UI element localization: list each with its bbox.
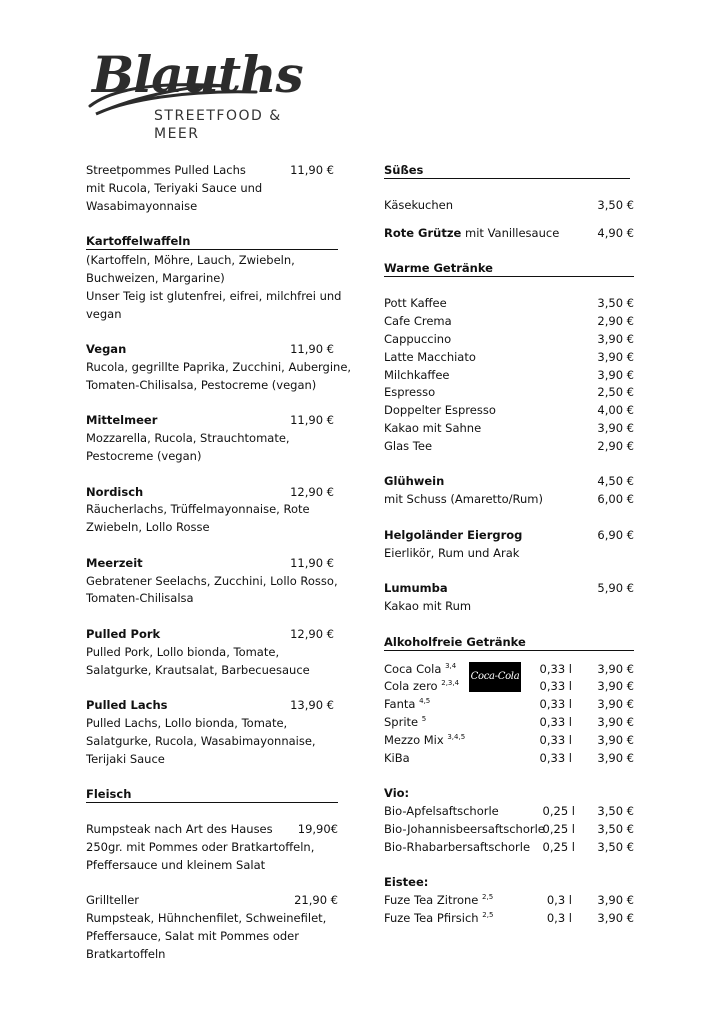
list-item: Sprite $^5$ 0,33 l 3,90 € (384, 714, 634, 729)
list-item: Milchkaffee 3,90 € (384, 367, 634, 382)
section-heading-suesses: Süßes (384, 162, 630, 179)
item-desc: Terijaki Sauce (86, 751, 165, 766)
item-desc: Gebratener Seelachs, Zucchini, Lollo Rosso, (86, 573, 338, 588)
item-title: Pulled Lachs (86, 698, 168, 713)
menu-item-pulled-lachs (86, 697, 338, 768)
list-item: Bio-Rhabarbersaftschorle 0,25 l 3,50 € (384, 839, 634, 854)
menu-item-lumumba (384, 580, 634, 616)
item-title: Pulled Pork (86, 626, 161, 641)
item-desc: mit Rucola, Teriyaki Sauce und (86, 180, 263, 195)
item-price: 11,90 € (290, 163, 334, 177)
item-desc: Pulled Lachs, Lollo bionda, Tomate, (86, 715, 288, 730)
item-price: 21,90 € (294, 893, 338, 908)
item-desc: Pulled Pork, Lollo bionda, Tomate, (86, 644, 280, 659)
eistee-list (384, 874, 634, 927)
list-item: Glas Tee 2,90 € (384, 438, 634, 453)
item-desc: mit Schuss (Amaretto/Rum) (384, 492, 543, 507)
item-name-rest: mit Vanillesauce (461, 225, 560, 240)
item-price: 3,50 € (597, 198, 634, 212)
list-item: Latte Macchiato 3,90 € (384, 349, 634, 364)
list-item: Fuze Tea Pfirsich $^{2,5}$ 0,3 l 3,90 € (384, 910, 634, 925)
item-desc: Wasabimayonnaise (86, 198, 198, 213)
item-name: Lumumba (384, 581, 448, 596)
section-desc: (Kartoffeln, Möhre, Lauch, Zwiebeln, (86, 253, 295, 268)
item-title: Vegan (86, 342, 127, 357)
item-desc: Rucola, gegrillte Paprika, Zucchini, Aubergine, (86, 359, 352, 374)
brand-subtitle: STREETFOOD & MEER (154, 108, 282, 142)
item-price: 5,90 € (597, 581, 634, 596)
item-desc: Eierlikör, Rum und Arak (384, 545, 520, 560)
softdrinks-list (384, 661, 634, 768)
list-item: Kakao mit Sahne 3,90 € (384, 420, 634, 435)
item-desc: Pestocreme (vegan) (86, 448, 202, 463)
menu-item-eiergrog (384, 527, 634, 563)
menu-item-gluehwein (384, 473, 634, 509)
item-name: Käsekuchen (384, 198, 454, 212)
list-item: Cola zero $^{2,3,4}$ 0,33 l 3,90 € (384, 679, 634, 694)
item-desc: Pfeffersauce und kleinem Salat (86, 857, 266, 872)
brand-logo (86, 40, 326, 142)
item-title: Mittelmeer (86, 413, 158, 428)
list-item: Mezzo Mix $^{3,4,5}$ 0,33 l 3,90 € (384, 732, 634, 747)
item-price: 19,90€ (297, 822, 338, 837)
item-price: 11,90 € (290, 555, 334, 570)
list-item: Espresso 2,50 € (384, 385, 634, 400)
item-desc: 250gr. mit Pommes oder Bratkartoffeln, (86, 839, 315, 854)
item-name: Helgoländer Eiergrog (384, 527, 523, 542)
item-desc: Tomaten-Chilisalsa (86, 591, 194, 606)
item-desc: Tomaten-Chilisalsa, Pestocreme (vegan) (86, 377, 317, 392)
item-price: 6,00 € (597, 492, 634, 507)
item-price: 4,90 € (597, 225, 634, 240)
menu-item-meerzeit (86, 555, 338, 608)
item-price: 11,90 € (290, 413, 334, 428)
right-column (384, 162, 634, 945)
list-item: Fanta $^{4,5}$ 0,33 l 3,90 € (384, 697, 634, 712)
item-price: 13,90 € (290, 698, 334, 713)
item-title: Streetpommes Pulled Lachs (86, 163, 246, 177)
item-title: Nordisch (86, 484, 144, 499)
menu-item-mittelmeer (86, 412, 338, 465)
item-title: Rumpsteak nach Art des Hauses (86, 822, 273, 837)
item-desc: Räucherlachs, Trüffelmayonnaise, Rote (86, 502, 310, 517)
item-desc: Kakao mit Rum (384, 598, 472, 613)
section-desc: Buchweizen, Margarine) (86, 270, 225, 285)
section-heading-fleisch: Fleisch (86, 786, 338, 803)
brand-name: Blauths (92, 45, 303, 104)
item-desc: Zwiebeln, Lollo Rosse (86, 520, 210, 535)
item-name: Glühwein (384, 474, 445, 489)
menu-item-vegan (86, 341, 352, 394)
item-desc: Mozzarella, Rucola, Strauchtomate, (86, 431, 290, 446)
item-title: Meerzeit (86, 555, 143, 570)
list-item: Cappuccino 3,90 € (384, 331, 634, 346)
item-price: 11,90 € (290, 342, 334, 357)
item-price: 6,90 € (597, 527, 634, 542)
item-desc: Rumpsteak, Hühnchenfilet, Schweinefilet, (86, 911, 327, 926)
item-desc: Bratkartoffeln (86, 946, 166, 961)
list-item: Pott Kaffee 3,50 € (384, 296, 634, 311)
section-heading: Kartoffelwaffeln (86, 233, 338, 250)
menu-item-streetpommes (86, 162, 338, 215)
warm-drinks-list (384, 295, 634, 455)
list-item: Bio-Johannisbeersaftschorle 0,25 l 3,50 € (384, 821, 634, 836)
menu-item-grillteller (86, 892, 338, 963)
item-desc: Pfeffersauce, Salat mit Pommes oder (86, 928, 299, 943)
menu-item-kaesekuchen (384, 197, 634, 215)
coca-cola-logo: Coca-Cola (469, 662, 521, 692)
list-item: Bio-Apfelsaftschorle 0,25 l 3,50 € (384, 803, 634, 818)
section-desc: vegan (86, 306, 122, 321)
section-heading-warm: Warme Getränke (384, 260, 634, 277)
section-heading-eistee: Eistee: (384, 875, 429, 890)
kartoffelwaffeln-section (86, 233, 342, 323)
list-item: KiBa 0,33 l 3,90 € (384, 750, 634, 765)
item-name: Rote Grütze (384, 225, 462, 240)
vio-list (384, 785, 634, 856)
menu-item-rumpsteak (86, 821, 338, 874)
menu-item-rote-gruetze (384, 225, 634, 243)
left-column (86, 162, 352, 981)
list-item: Doppelter Espresso 4,00 € (384, 403, 634, 418)
menu-item-pulled-pork (86, 626, 338, 679)
section-heading-alkoholfrei: Alkoholfreie Getränke (384, 634, 634, 651)
item-desc: Salatgurke, Rucola, Wasabimayonnaise, (86, 733, 316, 748)
menu-item-nordisch (86, 484, 338, 537)
item-title: Grillteller (86, 893, 140, 908)
list-item: Fuze Tea Zitrone $^{2,5}$ 0,3 l 3,90 € (384, 892, 634, 907)
section-heading-vio: Vio: (384, 786, 410, 801)
item-desc: Salatgurke, Krautsalat, Barbecuesauce (86, 662, 310, 677)
section-desc: Unser Teig ist glutenfrei, eifrei, milchfrei und (86, 288, 342, 303)
item-price: 12,90 € (290, 626, 334, 641)
list-item: Coca Cola $^{3,4}$ 0,33 l 3,90 € (384, 661, 634, 676)
item-price: 12,90 € (290, 484, 334, 499)
list-item: Cafe Crema 2,90 € (384, 314, 634, 329)
item-price: 4,50 € (597, 474, 634, 489)
